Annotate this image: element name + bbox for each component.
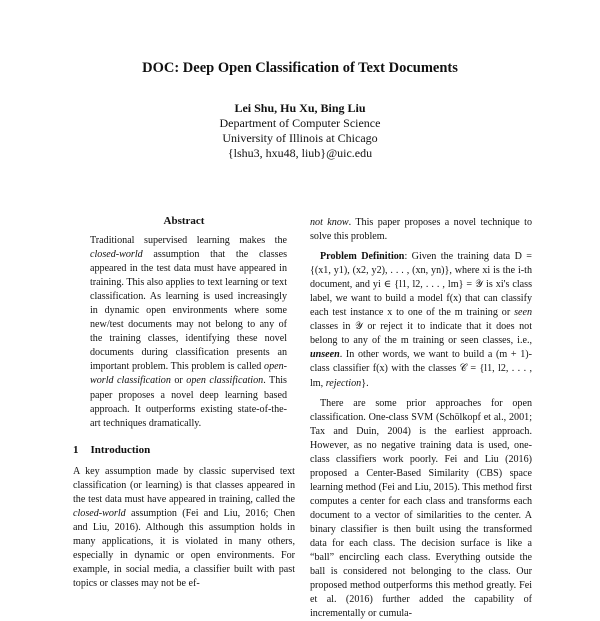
author-block: [0, 101, 600, 161]
intro-paragraph: A key assumption made by classic supervised text classification (or learning) is that classes appeared in the test data must have appeared in training, called the closed-world assumption (Fei and Liu, 2016; Chen and Liu, 2016). Although this assumption holds in many applications, it is violated in many others, especially in dynamic or open environments. For example, in social media, a classifier built with past topics or classes may not be ef-: [73, 465, 295, 590]
right-column: [310, 216, 532, 621]
affiliation-university: University of Illinois at Chicago: [222, 131, 378, 145]
abstract-text: Traditional supervised learning makes the closed-world assumption that the classes appeared in the test data must have appeared in training. This also applies to text learning or text classification. As learning is used increasingly in dynamic open environments where some new/test documents may not belong to any of the training classes, identifying these novel documents during classification presents an important problem. This problem is called open-world classification or open classification. This paper proposes a novel deep learning based approach. It outperforms existing state-of-the-art techniques dramatically.: [90, 235, 287, 429]
author-emails: {lshu3, hxu48, liub}@uic.edu: [227, 146, 373, 160]
continued-paragraph: not know. This paper proposes a novel technique to solve this problem.: [310, 217, 532, 243]
problem-definition-paragraph: Problem Definition: Given the training data D = {(x1, y1), (x2, y2), . . . , (xn, yn)}, where xi is the i-th document, and yi ∈ {l1, l2, . . . , lm} = 𝒴 is xi's class label, we want to build a model f(x) that can classify each test instance x to one of the m training or seen classes in 𝒴 or reject it to indicate that it does not belong to any of the m training or seen classes, i.e., unseen. In other words, we want to build a (m + 1)-class classifier f(x) with the classes 𝒞 = {l1, l2, . . . , lm, rejection}.: [310, 251, 532, 389]
abstract-heading: Abstract: [163, 215, 205, 227]
paper-title: DOC: Deep Open Classification of Text Documents: [142, 60, 458, 76]
section-heading-introduction: 1 Introduction: [73, 443, 151, 456]
left-column: [73, 214, 295, 591]
prior-approaches-paragraph: There are some prior approaches for open classification. One-class SVM (Schölkopf et al., 2001; Tax and Duin, 2004) is the earliest approach. However, as no negative training data is used, one-class classifiers work poorly. Fei and Liu (2016) proposed a Center-Based Similarity (CBS) space learning method (Fei and Liu, 2015). This method first computes a center for each class and transforms each document to a vector of similarities to the center. A binary classifier is then built using the transformed data for each class. The decision surface is like a “ball” encircling each class. Everything outside the ball is considered not belonging to the class. Our proposed method outperforms this method greatly. Fei et al. (2016) further added the capability of incrementally or cumula-: [310, 397, 532, 620]
author-names: Lei Shu, Hu Xu, Bing Liu: [234, 101, 366, 115]
affiliation-department: Department of Computer Science: [219, 116, 381, 130]
